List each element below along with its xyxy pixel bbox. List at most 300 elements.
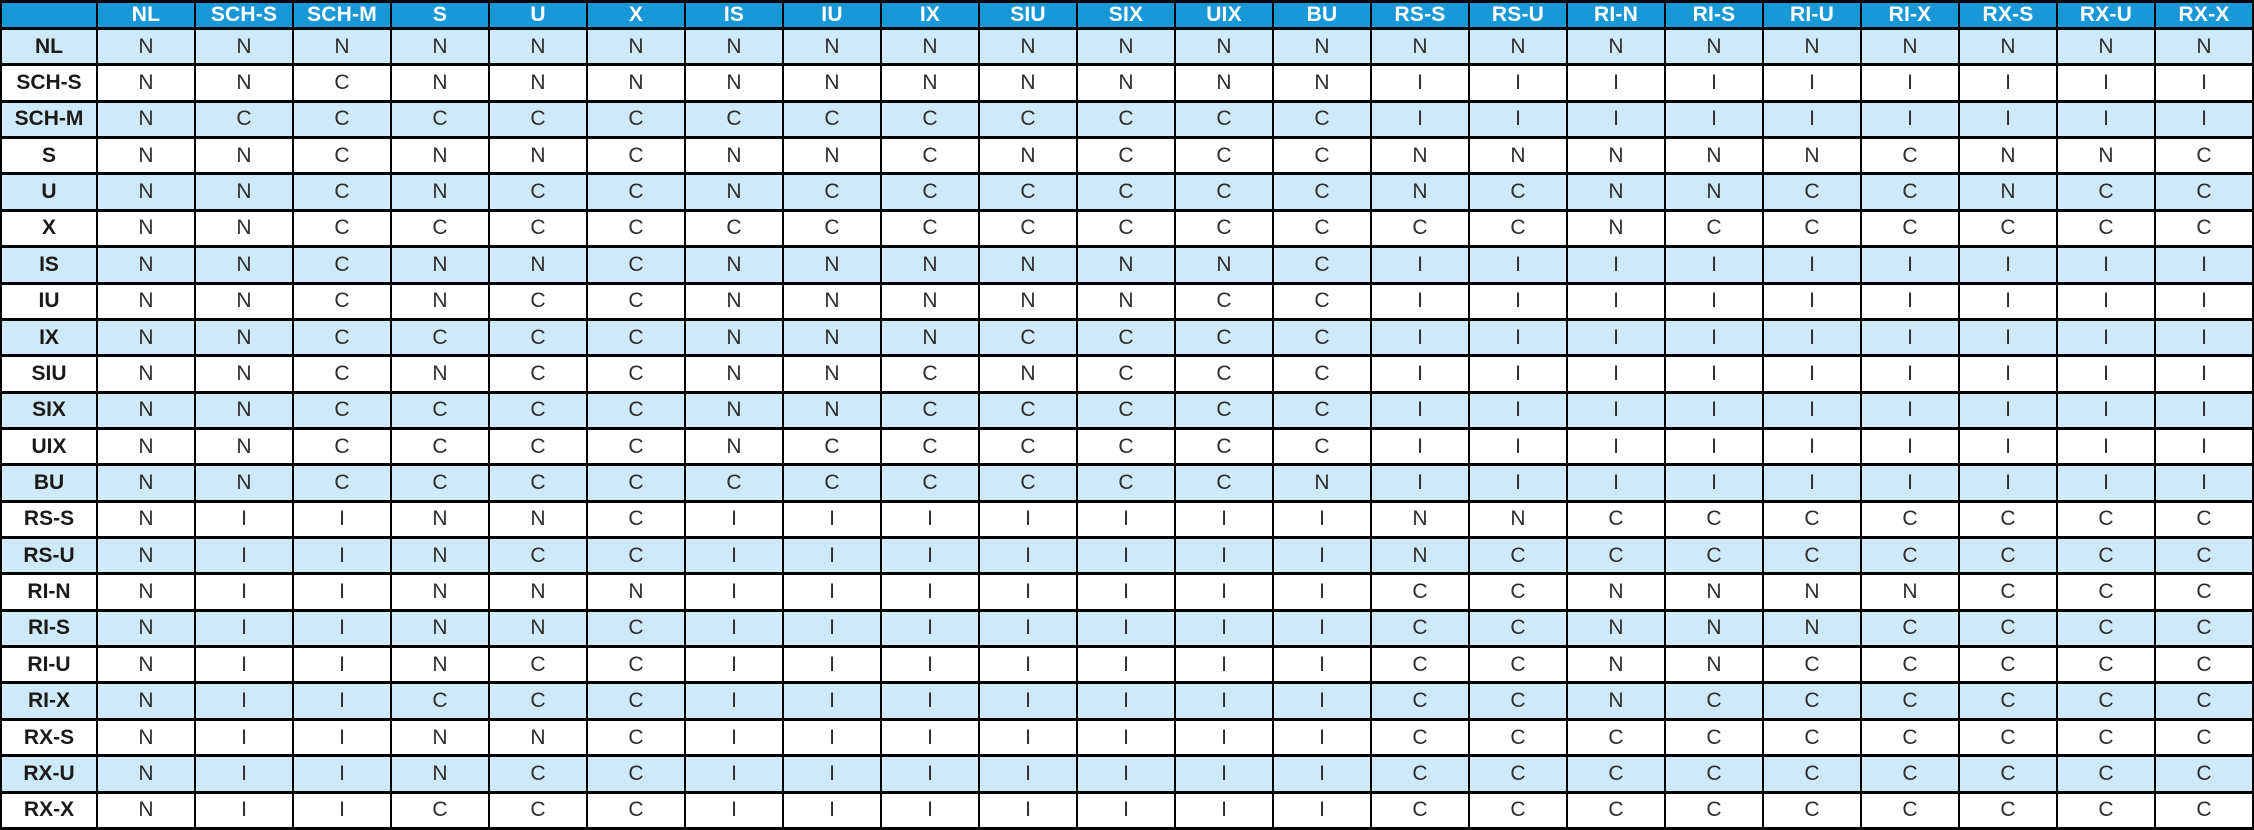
matrix-cell: I <box>2057 392 2155 428</box>
matrix-cell: C <box>2057 647 2155 683</box>
matrix-cell: C <box>1077 138 1175 174</box>
matrix-cell: N <box>1665 174 1763 210</box>
matrix-cell: I <box>1959 356 2057 392</box>
matrix-cell: C <box>1861 610 1959 646</box>
table-row <box>1 210 2253 246</box>
matrix-cell: C <box>293 465 391 501</box>
row-header: RI-U <box>1 647 97 683</box>
matrix-cell: C <box>2057 501 2155 537</box>
matrix-cell: C <box>2155 756 2253 792</box>
matrix-cell: C <box>1273 174 1371 210</box>
matrix-cell: I <box>1469 65 1567 101</box>
matrix-cell: N <box>1763 138 1861 174</box>
matrix-cell: I <box>783 574 881 610</box>
matrix-cell: C <box>881 101 979 137</box>
matrix-cell: C <box>293 392 391 428</box>
matrix-cell: C <box>1959 683 2057 719</box>
matrix-cell: I <box>783 647 881 683</box>
matrix-cell: N <box>195 210 293 246</box>
matrix-cell: C <box>293 356 391 392</box>
matrix-cell: C <box>1469 792 1567 828</box>
matrix-cell: N <box>97 647 195 683</box>
matrix-cell: C <box>1959 719 2057 755</box>
matrix-cell: I <box>881 501 979 537</box>
matrix-cell: C <box>881 428 979 464</box>
matrix-cell: N <box>195 174 293 210</box>
matrix-cell: C <box>2155 138 2253 174</box>
matrix-cell: N <box>685 247 783 283</box>
matrix-cell: C <box>1665 683 1763 719</box>
matrix-cell: I <box>979 647 1077 683</box>
matrix-cell: N <box>881 283 979 319</box>
matrix-cell: I <box>1763 319 1861 355</box>
matrix-cell: I <box>1175 538 1273 574</box>
matrix-cell: C <box>489 538 587 574</box>
table-row <box>1 283 2253 319</box>
matrix-cell: I <box>1763 465 1861 501</box>
matrix-cell: I <box>1469 319 1567 355</box>
matrix-cell: C <box>1273 247 1371 283</box>
matrix-cell: N <box>391 65 489 101</box>
matrix-cell: I <box>1959 465 2057 501</box>
matrix-cell: I <box>1469 247 1567 283</box>
matrix-cell: C <box>1665 501 1763 537</box>
matrix-cell: C <box>1567 538 1665 574</box>
matrix-cell: C <box>1665 792 1763 828</box>
matrix-cell: I <box>685 501 783 537</box>
matrix-cell: C <box>1665 538 1763 574</box>
row-header: SIU <box>1 356 97 392</box>
matrix-cell: I <box>783 610 881 646</box>
matrix-cell: I <box>979 610 1077 646</box>
matrix-cell: I <box>979 501 1077 537</box>
column-header: SCH-M <box>293 2 391 29</box>
matrix-cell: C <box>2155 719 2253 755</box>
matrix-cell: C <box>587 283 685 319</box>
matrix-cell: I <box>1959 101 2057 137</box>
matrix-cell: C <box>1861 792 1959 828</box>
matrix-cell: N <box>685 65 783 101</box>
matrix-cell: C <box>2057 538 2155 574</box>
matrix-cell: N <box>97 210 195 246</box>
matrix-cell: N <box>97 356 195 392</box>
matrix-cell: C <box>1861 138 1959 174</box>
matrix-cell: I <box>2155 428 2253 464</box>
matrix-cell: C <box>489 319 587 355</box>
matrix-cell: I <box>1763 283 1861 319</box>
matrix-cell: C <box>489 792 587 828</box>
matrix-cell: N <box>685 428 783 464</box>
matrix-cell: I <box>1665 392 1763 428</box>
matrix-cell: C <box>1077 101 1175 137</box>
matrix-cell: I <box>1077 610 1175 646</box>
matrix-cell: I <box>1567 392 1665 428</box>
matrix-cell: C <box>2155 647 2253 683</box>
matrix-cell: C <box>489 356 587 392</box>
matrix-cell: I <box>195 647 293 683</box>
matrix-cell: N <box>881 247 979 283</box>
matrix-cell: I <box>1763 101 1861 137</box>
matrix-cell: N <box>1175 247 1273 283</box>
matrix-cell: N <box>1371 174 1469 210</box>
matrix-cell: I <box>293 756 391 792</box>
matrix-cell: I <box>1273 574 1371 610</box>
matrix-cell: I <box>293 574 391 610</box>
matrix-cell: C <box>1861 683 1959 719</box>
matrix-cell: C <box>1371 683 1469 719</box>
matrix-cell: N <box>97 247 195 283</box>
matrix-cell: I <box>1763 65 1861 101</box>
matrix-cell: C <box>293 283 391 319</box>
matrix-cell: C <box>881 174 979 210</box>
matrix-cell: I <box>1861 392 1959 428</box>
row-header: SCH-M <box>1 101 97 137</box>
matrix-cell: I <box>1371 101 1469 137</box>
matrix-cell: C <box>587 792 685 828</box>
table-row <box>1 138 2253 174</box>
matrix-cell: I <box>1175 610 1273 646</box>
matrix-cell: C <box>391 428 489 464</box>
matrix-cell: I <box>1567 65 1665 101</box>
column-header: BU <box>1273 2 1371 29</box>
matrix-cell: N <box>97 174 195 210</box>
matrix-cell: C <box>881 210 979 246</box>
matrix-cell: N <box>293 29 391 65</box>
matrix-cell: I <box>1371 356 1469 392</box>
matrix-cell: N <box>1665 138 1763 174</box>
matrix-cell: N <box>489 501 587 537</box>
matrix-cell: I <box>1861 465 1959 501</box>
matrix-cell: C <box>1273 138 1371 174</box>
matrix-cell: C <box>587 610 685 646</box>
matrix-cell: C <box>1861 719 1959 755</box>
matrix-cell: C <box>2057 792 2155 828</box>
matrix-cell: I <box>1175 756 1273 792</box>
matrix-cell: N <box>97 501 195 537</box>
matrix-cell: I <box>293 719 391 755</box>
matrix-cell: I <box>293 538 391 574</box>
column-header: IU <box>783 2 881 29</box>
matrix-cell: N <box>685 174 783 210</box>
matrix-cell: I <box>979 574 1077 610</box>
corner-cell <box>1 2 97 29</box>
matrix-cell: I <box>2057 65 2155 101</box>
column-header: NL <box>97 2 195 29</box>
matrix-cell: C <box>881 356 979 392</box>
matrix-cell: C <box>293 101 391 137</box>
matrix-cell: C <box>489 101 587 137</box>
matrix-cell: I <box>1567 465 1665 501</box>
matrix-cell: C <box>1175 392 1273 428</box>
matrix-cell: I <box>1371 247 1469 283</box>
matrix-cell: C <box>1175 356 1273 392</box>
matrix-cell: I <box>1371 392 1469 428</box>
matrix-cell: I <box>881 683 979 719</box>
matrix-cell: C <box>1371 756 1469 792</box>
matrix-cell: I <box>2057 283 2155 319</box>
matrix-cell: C <box>1273 319 1371 355</box>
matrix-cell: C <box>1077 356 1175 392</box>
matrix-cell: N <box>587 29 685 65</box>
matrix-cell: C <box>979 319 1077 355</box>
matrix-body <box>1 29 2253 829</box>
matrix-cell: C <box>1763 683 1861 719</box>
matrix-cell: I <box>685 683 783 719</box>
row-header: IS <box>1 247 97 283</box>
matrix-cell: I <box>1077 501 1175 537</box>
matrix-cell: C <box>685 101 783 137</box>
matrix-cell: C <box>195 101 293 137</box>
matrix-cell: I <box>881 756 979 792</box>
matrix-cell: C <box>1861 647 1959 683</box>
row-header: RX-S <box>1 719 97 755</box>
matrix-cell: C <box>1861 538 1959 574</box>
matrix-cell: C <box>783 174 881 210</box>
row-header: RI-N <box>1 574 97 610</box>
matrix-cell: C <box>587 465 685 501</box>
column-header: SIX <box>1077 2 1175 29</box>
matrix-cell: N <box>979 65 1077 101</box>
matrix-cell: C <box>1371 792 1469 828</box>
matrix-cell: N <box>1665 647 1763 683</box>
matrix-cell: C <box>1469 719 1567 755</box>
matrix-cell: I <box>195 792 293 828</box>
matrix-cell: C <box>1861 501 1959 537</box>
matrix-cell: I <box>1077 683 1175 719</box>
matrix-cell: N <box>1567 683 1665 719</box>
matrix-cell: N <box>391 501 489 537</box>
matrix-cell: N <box>1763 574 1861 610</box>
matrix-cell: C <box>391 792 489 828</box>
matrix-cell: C <box>2155 210 2253 246</box>
matrix-cell: N <box>881 65 979 101</box>
matrix-cell: C <box>1763 647 1861 683</box>
matrix-cell: I <box>1665 465 1763 501</box>
matrix-cell: C <box>2155 574 2253 610</box>
matrix-cell: N <box>1763 610 1861 646</box>
matrix-cell: I <box>1763 428 1861 464</box>
matrix-cell: I <box>685 574 783 610</box>
matrix-cell: N <box>587 574 685 610</box>
row-header: NL <box>1 29 97 65</box>
matrix-cell: C <box>489 283 587 319</box>
matrix-cell: N <box>97 319 195 355</box>
matrix-cell: I <box>1665 247 1763 283</box>
matrix-cell: I <box>1273 683 1371 719</box>
matrix-cell: I <box>783 683 881 719</box>
matrix-cell: N <box>97 538 195 574</box>
matrix-cell: C <box>783 101 881 137</box>
matrix-cell: I <box>881 719 979 755</box>
matrix-cell: N <box>685 392 783 428</box>
matrix-cell: C <box>2057 719 2155 755</box>
column-header: RI-S <box>1665 2 1763 29</box>
matrix-cell: N <box>489 574 587 610</box>
table-row <box>1 465 2253 501</box>
matrix-cell: C <box>1469 574 1567 610</box>
matrix-cell: I <box>1763 356 1861 392</box>
matrix-cell: N <box>489 719 587 755</box>
matrix-cell: C <box>391 101 489 137</box>
matrix-cell: N <box>1567 29 1665 65</box>
matrix-cell: C <box>1175 174 1273 210</box>
matrix-cell: C <box>489 392 587 428</box>
matrix-cell: N <box>391 174 489 210</box>
matrix-cell: C <box>489 210 587 246</box>
matrix-cell: I <box>1273 792 1371 828</box>
matrix-cell: I <box>293 792 391 828</box>
matrix-cell: C <box>293 65 391 101</box>
matrix-cell: N <box>391 138 489 174</box>
table-row <box>1 610 2253 646</box>
matrix-cell: C <box>1959 210 2057 246</box>
matrix-cell: N <box>195 356 293 392</box>
matrix-cell: N <box>97 756 195 792</box>
matrix-cell: C <box>587 319 685 355</box>
matrix-cell: C <box>1273 283 1371 319</box>
matrix-cell: I <box>1371 428 1469 464</box>
matrix-cell: N <box>2057 29 2155 65</box>
matrix-cell: I <box>1175 719 1273 755</box>
matrix-cell: C <box>391 319 489 355</box>
matrix-cell: I <box>979 683 1077 719</box>
matrix-cell: C <box>1077 210 1175 246</box>
matrix-cell: C <box>1077 392 1175 428</box>
matrix-cell: C <box>1763 501 1861 537</box>
matrix-cell: N <box>1077 283 1175 319</box>
matrix-cell: N <box>1665 29 1763 65</box>
matrix-cell: I <box>2155 392 2253 428</box>
matrix-cell: C <box>587 647 685 683</box>
matrix-cell: I <box>2057 101 2155 137</box>
matrix-cell: I <box>881 538 979 574</box>
matrix-cell: N <box>97 574 195 610</box>
matrix-cell: I <box>1959 319 2057 355</box>
matrix-cell: C <box>391 465 489 501</box>
matrix-cell: I <box>1665 283 1763 319</box>
matrix-cell: I <box>1175 683 1273 719</box>
matrix-cell: I <box>1175 792 1273 828</box>
matrix-cell: I <box>1567 283 1665 319</box>
matrix-cell: C <box>979 210 1077 246</box>
matrix-cell: N <box>1371 538 1469 574</box>
matrix-cell: I <box>979 719 1077 755</box>
matrix-cell: C <box>1861 756 1959 792</box>
matrix-cell: N <box>97 428 195 464</box>
matrix-cell: I <box>1665 65 1763 101</box>
matrix-cell: I <box>1763 392 1861 428</box>
matrix-cell: I <box>685 610 783 646</box>
matrix-cell: N <box>97 683 195 719</box>
matrix-cell: C <box>1077 319 1175 355</box>
matrix-cell: C <box>2155 174 2253 210</box>
matrix-cell: I <box>2057 465 2155 501</box>
table-row <box>1 174 2253 210</box>
row-header: SIX <box>1 392 97 428</box>
row-header: RI-X <box>1 683 97 719</box>
matrix-cell: I <box>1077 719 1175 755</box>
matrix-cell: C <box>1175 319 1273 355</box>
matrix-cell: C <box>685 465 783 501</box>
matrix-cell: C <box>587 247 685 283</box>
matrix-cell: C <box>1077 174 1175 210</box>
row-header: SCH-S <box>1 65 97 101</box>
column-header: RI-N <box>1567 2 1665 29</box>
matrix-cell: C <box>1567 719 1665 755</box>
table-row <box>1 501 2253 537</box>
matrix-cell: C <box>587 138 685 174</box>
matrix-cell: I <box>685 647 783 683</box>
matrix-cell: N <box>1567 610 1665 646</box>
matrix-cell: C <box>1665 210 1763 246</box>
matrix-cell: C <box>293 428 391 464</box>
matrix-cell: C <box>2155 610 2253 646</box>
matrix-cell: I <box>195 501 293 537</box>
matrix-cell: I <box>1861 428 1959 464</box>
table-row <box>1 683 2253 719</box>
matrix-cell: N <box>1469 138 1567 174</box>
matrix-cell: N <box>1273 65 1371 101</box>
matrix-cell: C <box>587 174 685 210</box>
matrix-cell: C <box>1763 538 1861 574</box>
matrix-cell: C <box>979 465 1077 501</box>
matrix-cell: I <box>1861 283 1959 319</box>
matrix-cell: C <box>2057 210 2155 246</box>
matrix-cell: I <box>881 610 979 646</box>
matrix-cell: N <box>1469 501 1567 537</box>
matrix-cell: I <box>1959 65 2057 101</box>
matrix-cell: C <box>1175 101 1273 137</box>
matrix-cell: N <box>489 29 587 65</box>
table-row <box>1 647 2253 683</box>
matrix-cell: I <box>1567 101 1665 137</box>
matrix-cell: I <box>1665 101 1763 137</box>
table-row <box>1 29 2253 65</box>
matrix-cell: I <box>1469 392 1567 428</box>
matrix-cell: I <box>979 792 1077 828</box>
table-row <box>1 247 2253 283</box>
matrix-cell: I <box>1469 428 1567 464</box>
matrix-cell: I <box>293 501 391 537</box>
matrix-cell: C <box>2155 683 2253 719</box>
matrix-cell: C <box>587 428 685 464</box>
matrix-cell: C <box>587 683 685 719</box>
matrix-cell: C <box>783 210 881 246</box>
matrix-cell: C <box>1861 174 1959 210</box>
matrix-cell: N <box>979 247 1077 283</box>
matrix-cell: I <box>1469 465 1567 501</box>
matrix-cell: C <box>489 174 587 210</box>
matrix-cell: C <box>587 756 685 792</box>
matrix-cell: C <box>979 392 1077 428</box>
column-header: RI-X <box>1861 2 1959 29</box>
table-row <box>1 756 2253 792</box>
matrix-cell: N <box>391 247 489 283</box>
matrix-cell: C <box>1959 574 2057 610</box>
matrix-cell: C <box>2057 174 2155 210</box>
matrix-cell: N <box>979 356 1077 392</box>
matrix-cell: C <box>2057 683 2155 719</box>
matrix-cell: C <box>1763 792 1861 828</box>
matrix-cell: C <box>293 174 391 210</box>
matrix-cell: N <box>97 65 195 101</box>
matrix-cell: N <box>97 138 195 174</box>
matrix-cell: N <box>489 65 587 101</box>
matrix-cell: C <box>293 210 391 246</box>
matrix-cell: I <box>1665 356 1763 392</box>
matrix-cell: I <box>1959 392 2057 428</box>
matrix-cell: C <box>979 174 1077 210</box>
